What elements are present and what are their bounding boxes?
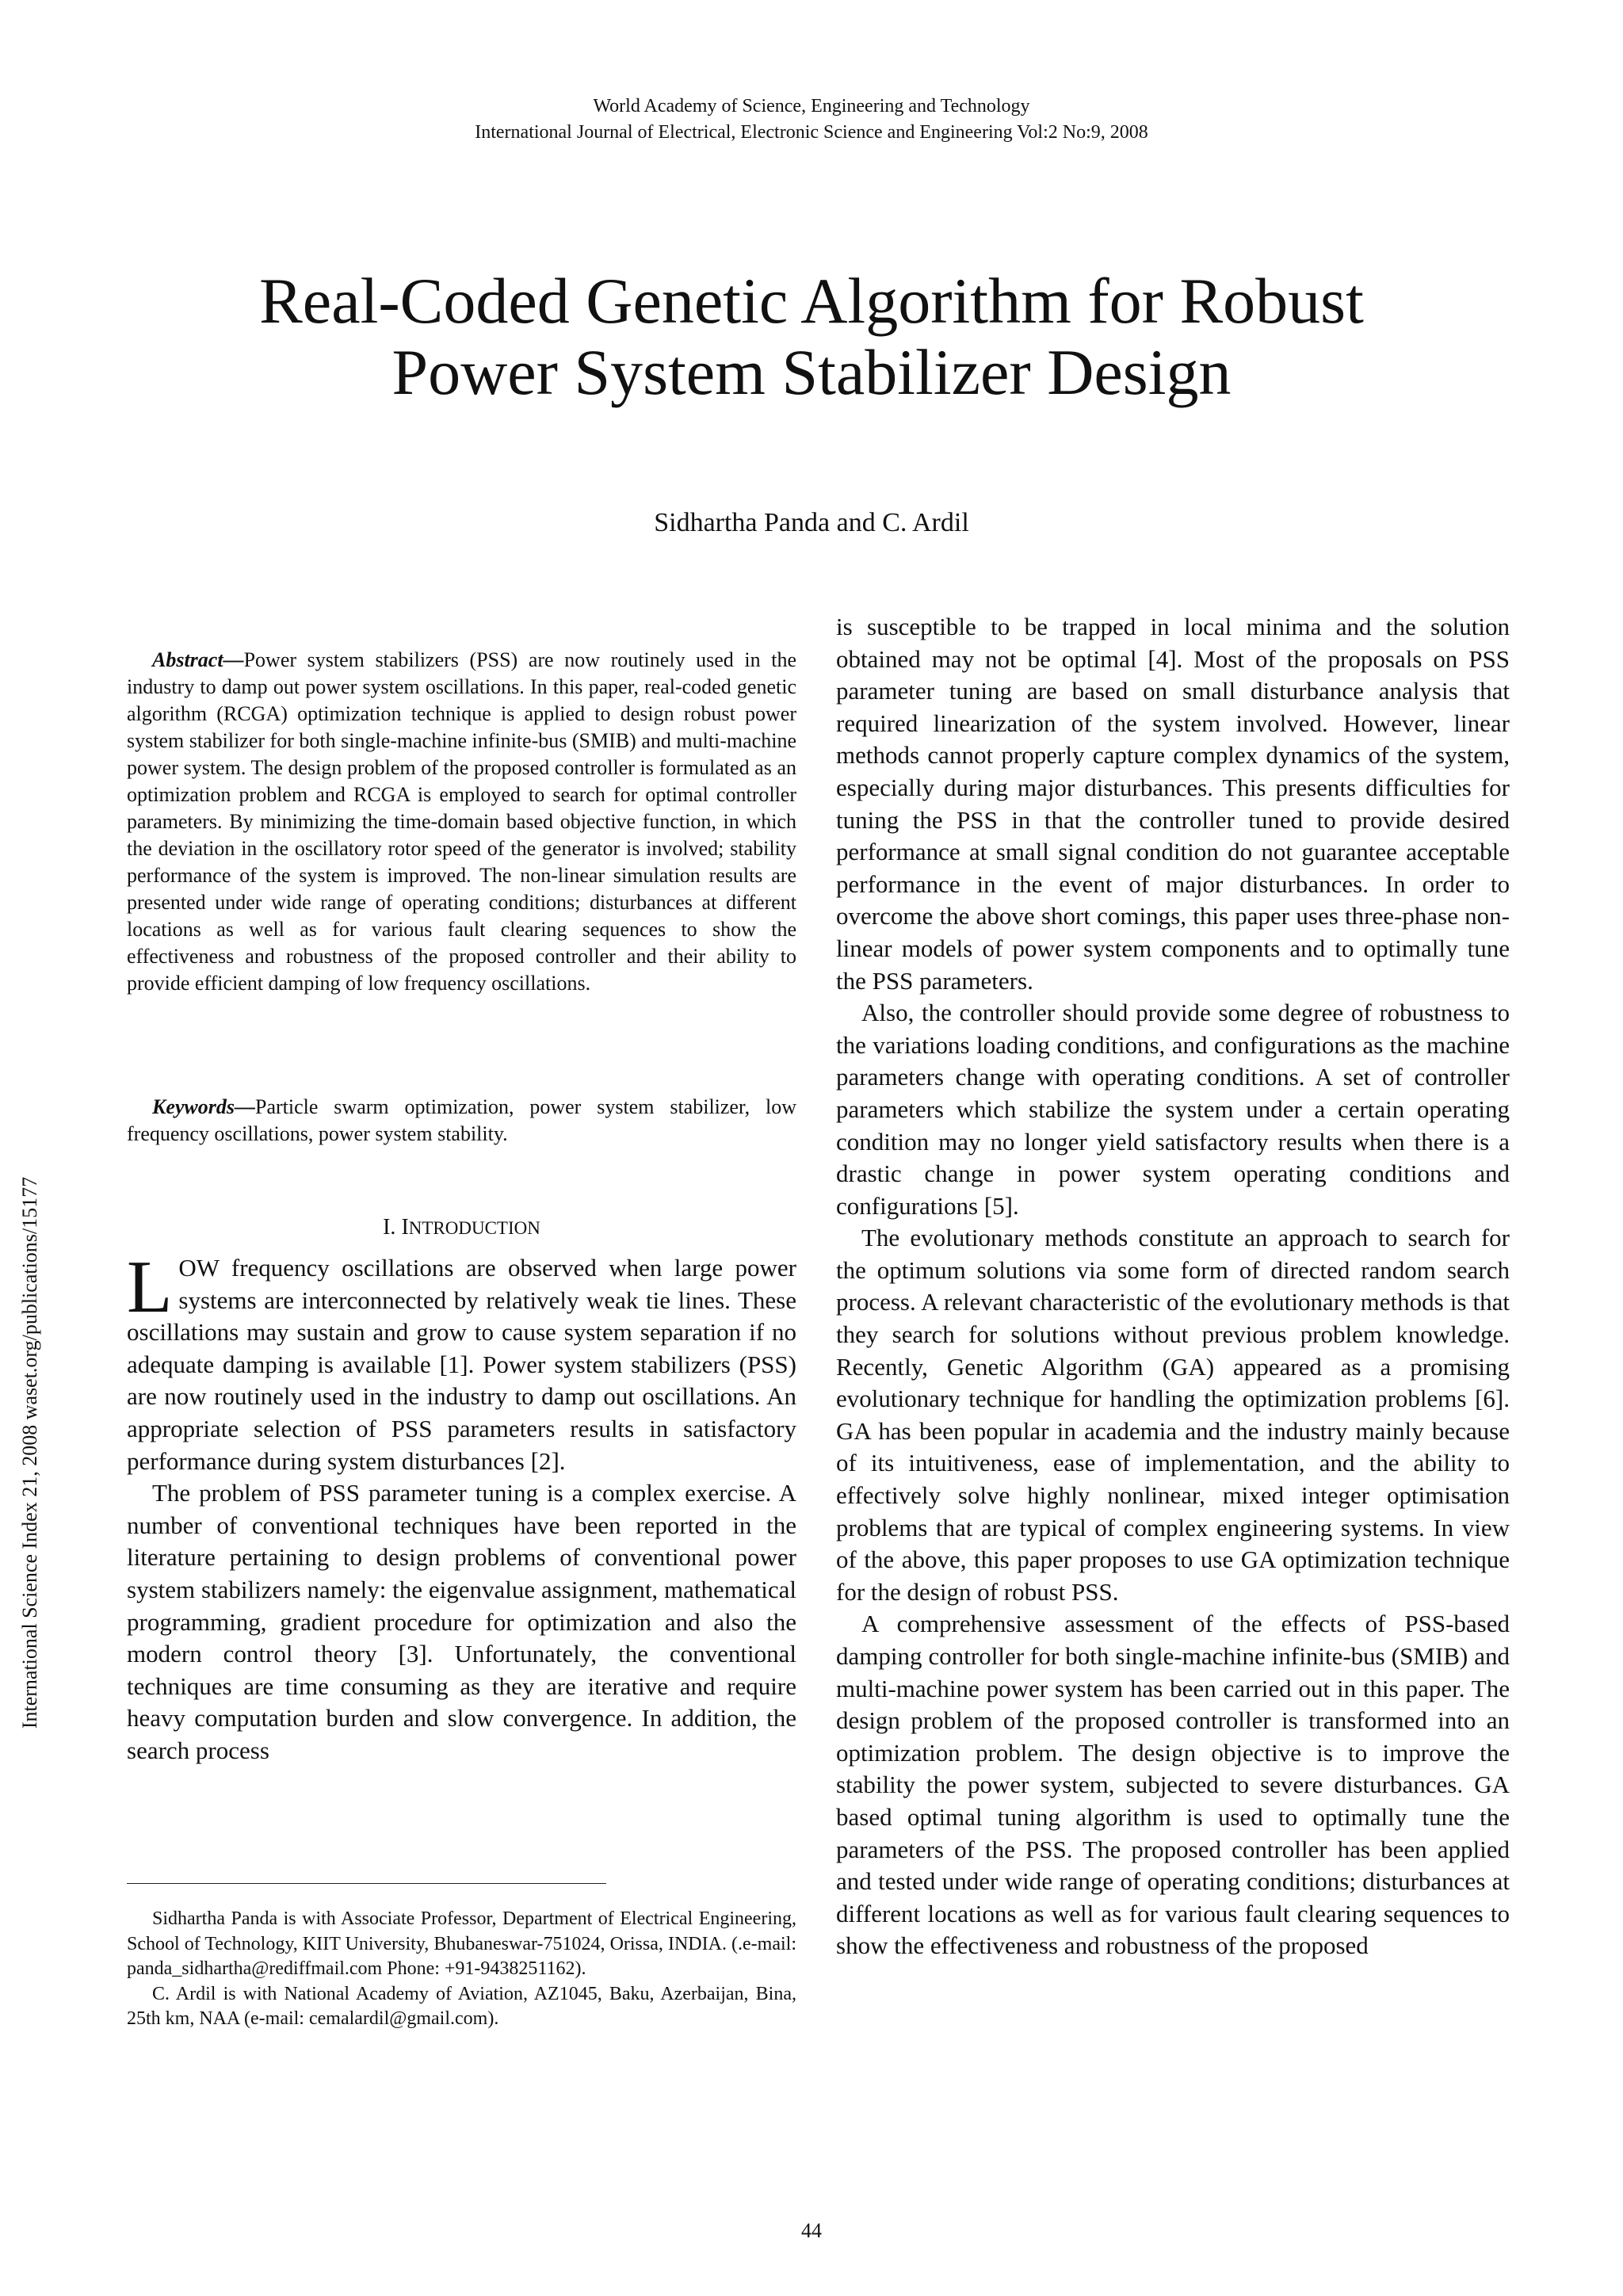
authors: Sidhartha Panda and C. Ardil (654, 508, 969, 537)
right-paragraph-4: A comprehensive assessment of the effects of PSS-based damping controller for both single-machine infinite-bus (SMIB) and multi-machine power system has been carried out in this paper. The design problem of the proposed controller is transformed into an optimization problem. The design objective is to improve the stability the power system, subjected to severe disturbances. GA based optimal tuning algorithm is used to optimally tune the parameters of the PSS. The proposed controller has been applied and tested under wide range of operating conditions; disturbances at different locations as well as for various fault clearing sequences to show the effectiveness and robustness of the proposed (836, 1610, 1510, 1960)
side-index-text: International Science Index 21, 2008 waset.org/publications/15177 (18, 1176, 41, 1729)
right-paragraph-2: Also, the controller should provide some degree of robustness to the variations loading conditions, and configurations as the machine parameters change with operating conditions. A set of controller parameters which stabilize the system under a certain operating condition may no longer yield satisfactory results when there is a drastic change in power system operating conditions and configurations [5]. (836, 999, 1510, 1220)
section-title-initial: I (401, 1215, 409, 1240)
intro-paragraph-1-text: OW frequency oscillations are observed when large power systems are interconnected by relatively weak tie lines. These oscillations may sustain and grow to cause system separation if no adequate damping is available [1]. Power system stabilizers (PSS) are now routinely used in the industry to damp out oscillations. An appropriate selection of PSS parameters results in satisfactory performance during system disturbances [2]. (127, 1254, 796, 1475)
intro-paragraph-1 (127, 1246, 796, 1477)
abstract-paragraph (127, 647, 796, 997)
footnotes (127, 1907, 796, 2032)
section-title-rest: NTRODUCTION (408, 1218, 540, 1238)
right-paragraph-1: is susceptible to be trapped in local minima and the solution obtained may not be optimal [4]. Most of the proposals on PSS parameter tuning are based on small disturbance analysis that required linearization of the system involved. However, linear methods cannot properly capture complex dynamics of the system, especially during major disturbances. This presents difficulties for tuning the PSS in that the controller tuned to provide desired performance at small signal condition do not guarantee acceptable performance in the event of major disturbances. In order to overcome the above short comings, this paper uses three-phase non-linear models of power system components and to optimally tune the PSS parameters. (836, 613, 1510, 995)
intro-paragraph-2: The problem of PSS parameter tuning is a complex exercise. A number of conventional techniques have been reported in the literature pertaining to design problems of conventional power system stabilizers namely: the eigenvalue assignment, mathematical programming, gradient procedure for optimization and also the modern control theory [3]. Unfortunately, the conventional techniques are time consuming as they are iterative and require heavy computation burden and slow convergence. In addition, the search process (127, 1479, 796, 1764)
section-heading-introduction (127, 1214, 796, 1242)
keywords-label: Keywords— (152, 1095, 255, 1118)
keywords (127, 1094, 796, 1148)
right-column-body (836, 611, 1510, 1962)
page-number: 44 (801, 2219, 822, 2242)
paper-title (119, 266, 1504, 408)
footnote-author-2: C. Ardil is with National Academy of Aviation, AZ1045, Baku, Azerbaijan, Bina, 25th km, NAA (e-mail: cemalardil@gmail.com). (127, 1983, 796, 2029)
keywords-text: Particle swarm optimization, power system stabilizer, low frequency oscillations, power system stability. (127, 1095, 796, 1145)
paper-title-line-1: Real-Coded Genetic Algorithm for Robust (259, 265, 1364, 337)
abstract-label: Abstract— (152, 648, 244, 671)
journal-header (0, 94, 1623, 146)
paper-title-line-2: Power System Stabilizer Design (391, 336, 1232, 408)
abstract-text: Power system stabilizers (PSS) are now routinely used in the industry to damp out power system oscillations. In this paper, real-coded genetic algorithm (RCGA) optimization technique is applied to design robust power system stabilizer for both single-machine infinite-bus (SMIB) and multi-machine power system. The design problem of the proposed controller is formulated as an optimization problem and RCGA is employed to search for optimal controller parameters. By minimizing the time-domain based objective function, in which the deviation in the oscillatory rotor speed of the generator is involved; stability performance of the system is improved. The non-linear simulation results are presented under wide range of operating conditions; disturbances at different locations as well as for various fault clearing sequences to show the effectiveness and robustness of the proposed controller and their ability to provide efficient damping of low frequency oscillations. (127, 648, 796, 995)
footnote-divider (127, 1883, 606, 1884)
section-title (401, 1215, 540, 1240)
journal-header-line-2: International Journal of Electrical, Electronic Science and Engineering Vol:2 No:9, 2008 (475, 122, 1148, 143)
journal-header-line-1: World Academy of Science, Engineering and Technology (593, 96, 1030, 117)
drop-cap: L (127, 1246, 173, 1328)
introduction-body (127, 1246, 796, 1767)
abstract (127, 647, 796, 997)
keywords-paragraph (127, 1094, 796, 1148)
footnote-author-1: Sidhartha Panda is with Associate Professor, Department of Electrical Engineering, School of Technology, KIIT University, Bhubaneswar-751024, Orissa, INDIA. (.e-mail: panda_sidhartha@rediffmail.com Phone: +91-9438251162). (127, 1908, 796, 1979)
section-number: I. (383, 1215, 396, 1240)
right-paragraph-3: The evolutionary methods constitute an approach to search for the optimum solutions via some form of directed random search process. A relevant characteristic of the evolutionary methods is that they search for solutions without previous problem knowledge. Recently, Genetic Algorithm (GA) appeared as a promising evolutionary technique for handling the optimization problems [6]. GA has been popular in academia and the industry mainly because of its intuitiveness, ease of implementation, and the ability to effectively solve highly nonlinear, mixed integer optimisation problems that are typical of complex engineering systems. In view of the above, this paper proposes to use GA optimization technique for the design of robust PSS. (836, 1224, 1510, 1606)
